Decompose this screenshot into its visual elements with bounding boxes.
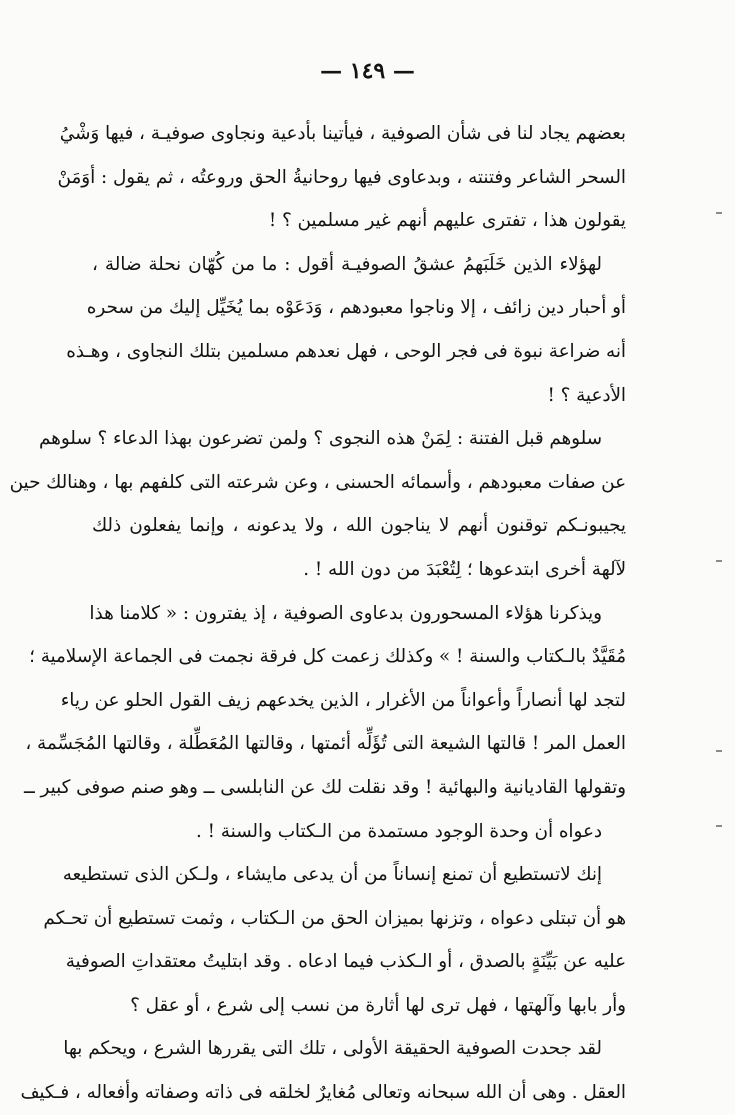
text-line: العقل . وهى أن الله سبحانه وتعالى مُغايرٌ لخلقه فى ذاته وصفاته وأفعاله ، فـكيف bbox=[20, 1082, 626, 1104]
text-line: عن صفات معبودهم ، وأسمائه الحسنى ، وعن شرعته التى كلفهم بها ، وهنالك حين bbox=[9, 471, 626, 493]
text-line: أو أحبار دين زائف ، إلا وناجوا معبودهم ، وَدَعَوْه بما يُخَيِّل إليك من سحره bbox=[86, 297, 626, 319]
text-line: لتجد لها أنصاراً وأعواناً من الأغرار ، الذين يخدعهم زيف القول الحلو عن رياء bbox=[60, 689, 626, 711]
text-line: وتقولها القاديانية والبهائية ! وقد نقلت لك عن النابلسى ــ وهو صنم صوفى كبير ــ bbox=[24, 776, 626, 798]
paragraph-start-line: لقد جحدت الصوفية الحقيقة الأولى ، تلك التى يقررها الشرع ، ويحكم بها bbox=[63, 1038, 602, 1060]
margin-mark bbox=[716, 560, 722, 562]
text-line: الأدعية ؟ ! bbox=[547, 384, 626, 406]
text-line: أنه ضراعة نبوة فى فجر الوحى ، فهل نعدهم مسلمين بتلك النجاوى ، وهـذه bbox=[66, 340, 626, 362]
body-text bbox=[9, 112, 626, 1115]
text-line: عليه عن بَيِّنَةٍ بالصدق ، أو الـكذب فيما ادعاه . وقد ابتليتُ معتقداتِ الصوفية bbox=[65, 951, 626, 973]
margin-mark bbox=[716, 825, 722, 827]
paragraph-start-line: إنك لاتستطيع أن تمنع إنساناً من أن يدعى مايشاء ، ولـكن الذى تستطيعه bbox=[62, 864, 602, 886]
text-line: دعواه أن وحدة الوجود مستمدة من الـكتاب والسنة ! . bbox=[196, 820, 602, 842]
margin-mark bbox=[716, 750, 722, 752]
margin-mark bbox=[716, 212, 722, 214]
text-line: هو أن تبتلى دعواه ، وتزنها بميزان الحق من الـكتاب ، وثمت تستطيع أن تحـكم bbox=[43, 907, 626, 929]
text-line: السحر الشاعر وفتنته ، وبدعاوى فيها روحانيةُ الحق وروعتُه ، ثم يقول : أوَمَنْ bbox=[57, 166, 626, 188]
text-line: وأر بابها وآلهتها ، فهل ترى لها أثارة من نسب إلى شرع ، أو عقل ؟ bbox=[130, 994, 626, 1016]
text-line: العمل المر ! قالتها الشيعة التى تُؤَلِّه أئمتها ، وقالتها المُعَطِّلة ، وقالتها المُجَسِّمة ، bbox=[25, 733, 626, 755]
page-number: — ١٤٩ — bbox=[320, 58, 415, 84]
paragraph-start-line: ويذكرنا هؤلاء المسحورون بدعاوى الصوفية ، إذ يفترون : « كلامنا هذا bbox=[89, 602, 602, 624]
text-line: لآلهة أخرى ابتدعوها ؛ لِتُعْبَدَ من دون الله ! . bbox=[303, 558, 626, 580]
paragraph-start-line: لهؤلاء الذين خَلَبَهمُ عشقُ الصوفيـة أقول : ما من كُهّان نحلة ضالة ، bbox=[92, 253, 602, 275]
text-line: يقولون هذا ، تفترى عليهم أنهم غير مسلمين ؟ ! bbox=[268, 210, 626, 232]
text-line: بعضهم يجاد لنا فى شأن الصوفية ، فيأتينا بأدعية ونجاوى صوفيـة ، فيها وَشْيُ bbox=[59, 123, 626, 144]
paragraph-start-line: سلوهم قبل الفتنة : لِمَنْ هذه النجوى ؟ ولمن تضرعون بهذا الدعاء ؟ سلوهم bbox=[39, 428, 602, 450]
text-line: مُقَيَّدٌ بالـكتاب والسنة ! » وكذلك زعمت كل فرقة نجمت فى الجماعة الإسلامية ؛ bbox=[29, 646, 626, 668]
text-line: يجيبونـكم توقنون أنهم لا يناجون الله ، ولا يدعونه ، وإنما يفعلون ذلك bbox=[92, 515, 626, 537]
